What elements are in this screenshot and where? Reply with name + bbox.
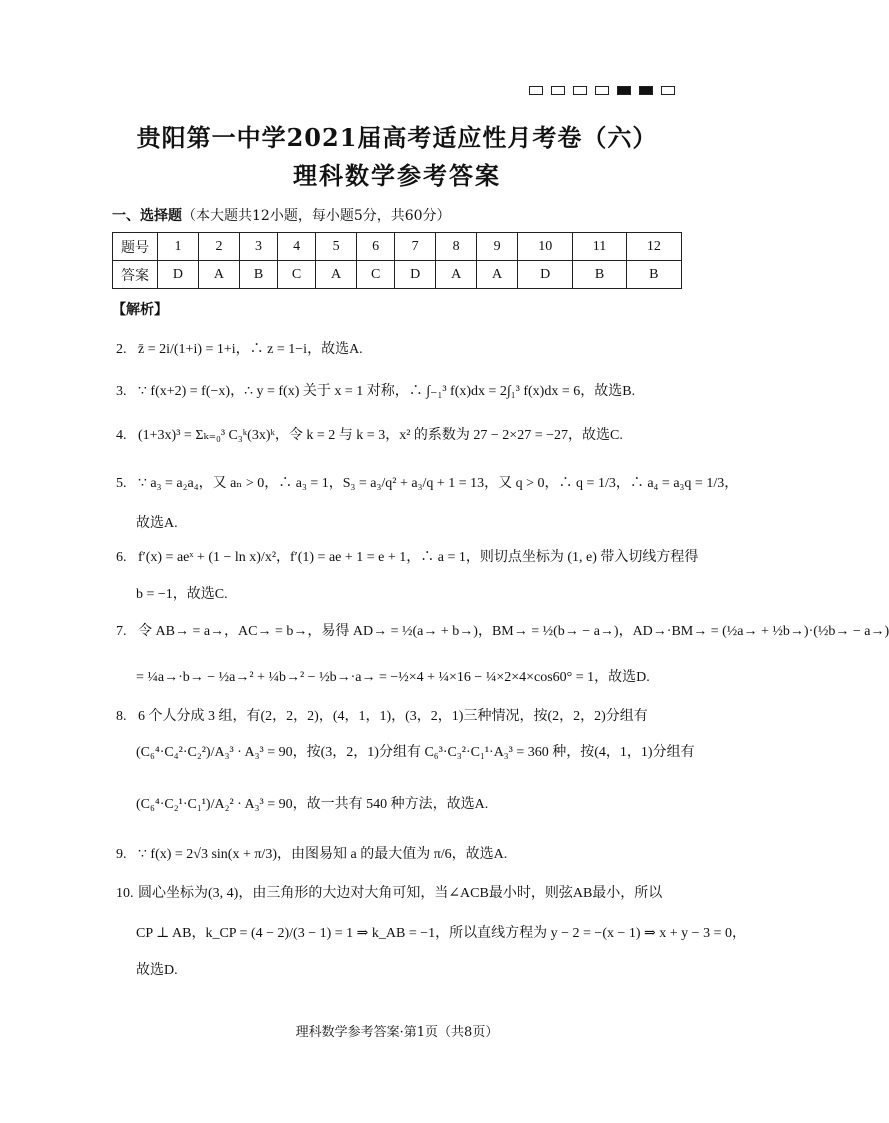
question-number: 7 bbox=[395, 233, 436, 261]
solution-text: = ¼a→·b→ − ½a→² + ¼b→² − ½b→·a→ = −½×4 + ¼×16 − ¼×2×4×cos60° = 1，故选D. bbox=[136, 670, 650, 685]
answer-cell: A bbox=[198, 261, 239, 289]
section-title: 一、选择题 bbox=[112, 208, 182, 224]
position-mark bbox=[661, 86, 675, 95]
solution-line bbox=[116, 620, 889, 640]
position-mark bbox=[551, 86, 565, 95]
page-position-marks bbox=[529, 86, 675, 95]
solution-line bbox=[116, 424, 696, 444]
answer-cell: D bbox=[158, 261, 199, 289]
solution-number: 10. bbox=[116, 886, 134, 901]
position-mark bbox=[573, 86, 587, 95]
question-number: 9 bbox=[477, 233, 518, 261]
position-mark-filled bbox=[639, 86, 653, 95]
row-label: 答案 bbox=[113, 261, 158, 289]
question-number: 6 bbox=[357, 233, 395, 261]
solution-number: 5. bbox=[116, 476, 127, 491]
solution-text: 故选D. bbox=[136, 963, 178, 978]
solution-text: ∵ f(x) = 2√3 sin(x + π/3)，由图易知 a 的最大值为 π/6，故选A. bbox=[138, 847, 508, 862]
solution-text: f′(x) = aeˣ + (1 − ln x)/x²，f′(1) = ae + 1 = e + 1，∴ a = 1，则切点坐标为 (1, e) 带入切线方程得 bbox=[138, 550, 699, 565]
row-label: 题号 bbox=[113, 233, 158, 261]
solution-line bbox=[116, 472, 739, 492]
answer-cell: B bbox=[573, 261, 626, 289]
solution-number: 4. bbox=[116, 428, 127, 443]
question-number: 10 bbox=[518, 233, 573, 261]
solution-number: 6. bbox=[116, 550, 127, 565]
solution-text: b = −1，故选C. bbox=[136, 587, 228, 602]
solution-line bbox=[116, 843, 696, 863]
question-number: 2 bbox=[198, 233, 239, 261]
answer-cell: C bbox=[357, 261, 395, 289]
solution-text: (1+3x)³ = Σₖ₌₀³ C₃ᵏ(3x)ᵏ，令 k = 2 与 k = 3，x² 的系数为 27 − 2×27 = −27，故选C. bbox=[138, 428, 623, 443]
solution-line bbox=[116, 546, 699, 566]
answer-cell: D bbox=[395, 261, 436, 289]
question-number: 4 bbox=[278, 233, 316, 261]
solution-line bbox=[116, 338, 696, 358]
solution-line bbox=[136, 741, 716, 761]
question-number: 8 bbox=[436, 233, 477, 261]
solution-line bbox=[136, 959, 716, 979]
position-mark bbox=[595, 86, 609, 95]
solution-line bbox=[136, 583, 716, 603]
question-number: 12 bbox=[626, 233, 681, 261]
solution-line bbox=[116, 380, 696, 400]
answer-cell: B bbox=[239, 261, 277, 289]
analysis-heading: 【解析】 bbox=[112, 302, 168, 318]
solution-line bbox=[136, 793, 716, 813]
question-number: 11 bbox=[573, 233, 626, 261]
solution-number: 8. bbox=[116, 709, 127, 724]
solution-text: 6 个人分成 3 组，有(2，2，2)，(4，1，1)，(3，2，1)三种情况，按(2，2，2)分组有 bbox=[138, 709, 648, 724]
solution-number: 9. bbox=[116, 847, 127, 862]
answer-cell: A bbox=[316, 261, 357, 289]
solution-number: 7. bbox=[116, 624, 127, 639]
question-number: 5 bbox=[316, 233, 357, 261]
question-number-row bbox=[113, 233, 682, 261]
solution-text: (C₆⁴·C₂¹·C₁¹)/A₂² · A₃³ = 90，故一共有 540 种方法，故选A. bbox=[136, 797, 489, 812]
document-subtitle: 理科数学参考答案 bbox=[293, 161, 501, 190]
question-number: 3 bbox=[239, 233, 277, 261]
solution-text: 圆心坐标为(3, 4)，由三角形的大边对大角可知，当∠ACB最小时，则弦AB最小，所以 bbox=[138, 886, 663, 901]
answer-cell: C bbox=[278, 261, 316, 289]
solution-line bbox=[116, 705, 696, 725]
solution-text: (C₆⁴·C₄²·C₂²)/A₃³ · A₃³ = 90，按(3，2，1)分组有 C₆³·C₃²·C₁¹·A₃³ = 360 种，按(4，1，1)分组有 bbox=[136, 745, 695, 760]
document-title: 贵阳第一中学2021届高考适应性月考卷（六） bbox=[136, 123, 658, 152]
question-number: 1 bbox=[158, 233, 199, 261]
section-heading bbox=[112, 205, 451, 225]
solution-text: 故选A. bbox=[136, 516, 178, 531]
solution-text: 令 AB→ = a→，AC→ = b→，易得 AD→ = ½(a→ + b→)，BM→ = ½(b→ − a→)，AD→·BM→ = (½a→ + ½b→)·(½b→ − a→) bbox=[138, 624, 889, 639]
answer-table bbox=[112, 232, 682, 289]
position-mark bbox=[529, 86, 543, 95]
solution-text: ∵ f(x+2) = f(−x)，∴ y = f(x) 关于 x = 1 对称，∴ ∫₋₁³ f(x)dx = 2∫₁³ f(x)dx = 6，故选B. bbox=[138, 384, 636, 399]
solution-line bbox=[136, 512, 716, 532]
position-mark-filled bbox=[617, 86, 631, 95]
solution-text: z̄ = 2i/(1+i) = 1+i，∴ z = 1−i，故选A. bbox=[138, 342, 363, 357]
answer-cell: B bbox=[626, 261, 681, 289]
solution-line bbox=[136, 922, 746, 942]
answer-cell: D bbox=[518, 261, 573, 289]
answer-row bbox=[113, 261, 682, 289]
solution-text: CP ⊥ AB，k_CP = (4 − 2)/(3 − 1) = 1 ⇒ k_AB = −1，所以直线方程为 y − 2 = −(x − 1) ⇒ x + y − 3 = 0， bbox=[136, 926, 746, 941]
section-note: （本大题共12小题，每小题5分，共60分） bbox=[182, 208, 451, 224]
solution-line bbox=[136, 666, 716, 686]
answer-cell: A bbox=[477, 261, 518, 289]
answer-cell: A bbox=[436, 261, 477, 289]
solution-number: 2. bbox=[116, 342, 127, 357]
page-footer: 理科数学参考答案·第1页（共8页） bbox=[295, 1025, 499, 1040]
solution-line bbox=[116, 882, 696, 902]
solution-text: ∵ a₃ = a₂a₄，又 aₙ > 0，∴ a₃ = 1，S₃ = a₃/q² + a₃/q + 1 = 13，又 q > 0，∴ q = 1/3，∴ a₄ = a₃q = 1/3， bbox=[138, 476, 739, 491]
solution-number: 3. bbox=[116, 384, 127, 399]
